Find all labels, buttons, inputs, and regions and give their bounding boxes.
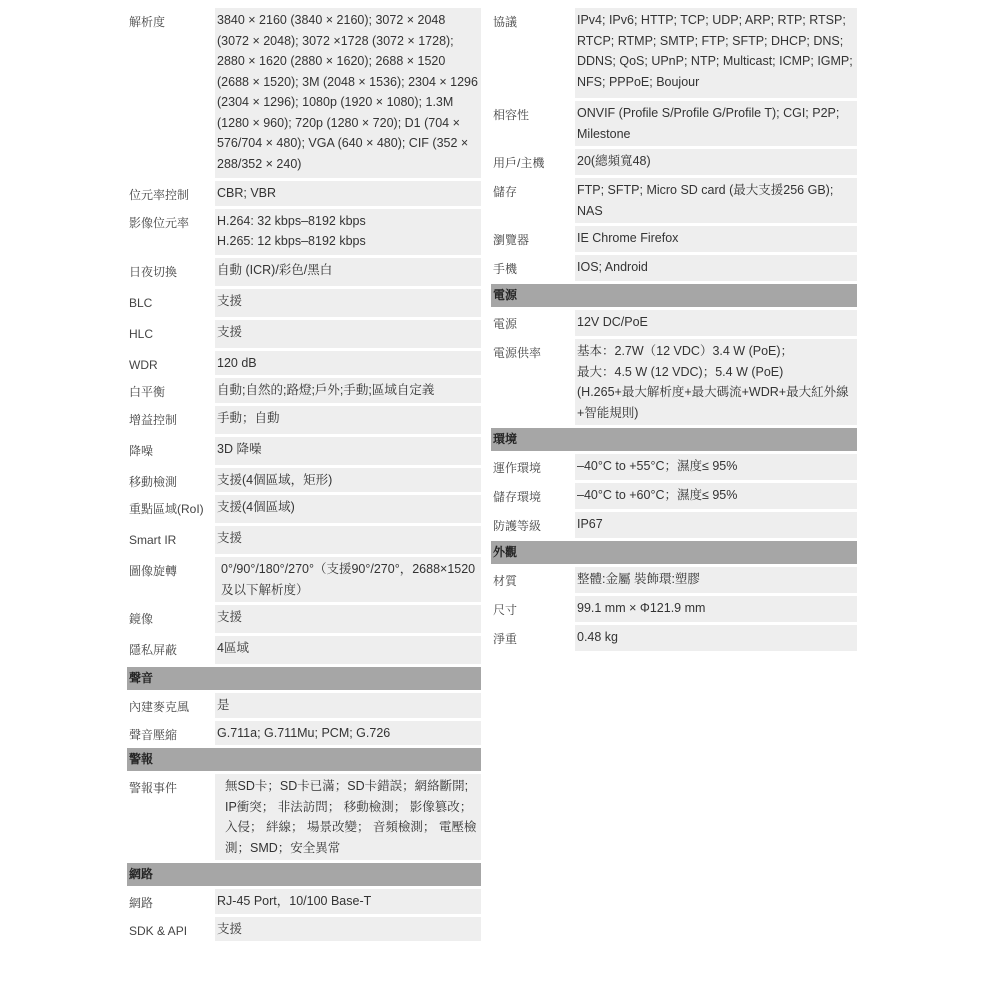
spec-row — [127, 526, 481, 554]
spec-row — [491, 454, 857, 480]
spec-value: 手動；自動 — [215, 406, 481, 434]
spec-value: 支援 — [215, 526, 481, 554]
spec-row — [127, 721, 481, 746]
spec-label: 移動檢測 — [127, 468, 215, 493]
spec-value: –40°C to +55°C；濕度≤ 95% — [575, 454, 857, 480]
spec-value: 整體:金屬 裝飾環:塑膠 — [575, 567, 857, 593]
spec-label: 日夜切換 — [127, 258, 215, 286]
spec-value: 支援 — [215, 605, 481, 633]
spec-label: 影像位元率 — [127, 209, 215, 255]
spec-row — [491, 625, 857, 651]
spec-label: SDK & API — [127, 917, 215, 942]
spec-row — [491, 596, 857, 622]
spec-label: 白平衡 — [127, 378, 215, 403]
spec-value: 20(總頻寬48) — [575, 149, 857, 175]
spec-value: FTP; SFTP; Micro SD card (最大支援256 GB); NAS — [575, 178, 857, 223]
spec-value: IOS; Android — [575, 255, 857, 281]
spec-row — [127, 557, 481, 602]
spec-value: RJ-45 Port，10/100 Base-T — [215, 889, 481, 914]
spec-label: 降噪 — [127, 437, 215, 465]
section-header: 電源 — [491, 284, 857, 307]
spec-value: ONVIF (Profile S/Profile G/Profile T); CGI; P2P; Milestone — [575, 101, 857, 146]
spec-label: 位元率控制 — [127, 181, 215, 206]
spec-row — [127, 289, 481, 317]
spec-label: 隱私屏蔽 — [127, 636, 215, 664]
spec-row — [491, 483, 857, 509]
spec-value: G.711a; G.711Mu; PCM; G.726 — [215, 721, 481, 746]
spec-label: 重點區域(RoI) — [127, 495, 215, 523]
spec-row — [491, 226, 857, 252]
spec-row — [491, 149, 857, 175]
spec-value: 是 — [215, 693, 481, 718]
spec-value: 3840 × 2160 (3840 × 2160); 3072 × 2048 (3072 × 2048); 3072 ×1728 (3072 × 1728); 2880 × 1620 (2880 × 1620); 2688 × 1520 (2688 × 1520); 3M (2048 × 1536); 2304 × 1296 (2304 × 1296); 1080p (1920 × 1080); 1.3M (1280 × 960); 720p (1280 × 720); D1 (704 × 576/704 × 480); VGA (640 × 480); CIF (352 × 288/352 × 240) — [215, 8, 481, 178]
spec-label: 淨重 — [491, 625, 575, 651]
spec-label: 內建麥克風 — [127, 693, 215, 718]
spec-row — [127, 258, 481, 286]
spec-label: 防護等級 — [491, 512, 575, 538]
spec-row — [127, 320, 481, 348]
spec-row — [491, 310, 857, 336]
spec-label: 運作環境 — [491, 454, 575, 480]
spec-label: 圖像旋轉 — [127, 557, 215, 602]
section-header: 網路 — [127, 863, 481, 886]
spec-label: 手機 — [491, 255, 575, 281]
spec-label: 儲存環境 — [491, 483, 575, 509]
section-header: 環境 — [491, 428, 857, 451]
spec-row — [127, 378, 481, 403]
spec-value: 支援 — [215, 289, 481, 317]
spec-table-right — [491, 8, 857, 654]
spec-table-left — [127, 8, 481, 944]
spec-label: HLC — [127, 320, 215, 348]
spec-value: 支援(4個區域，矩形) — [215, 468, 481, 493]
spec-label: 尺寸 — [491, 596, 575, 622]
spec-label: 鏡像 — [127, 605, 215, 633]
spec-value: CBR; VBR — [215, 181, 481, 206]
spec-value: 支援 — [215, 917, 481, 942]
spec-row — [127, 351, 481, 376]
spec-label: 用戶/主機 — [491, 149, 575, 175]
spec-value: H.264: 32 kbps–8192 kbps H.265: 12 kbps–8192 kbps — [215, 209, 481, 255]
spec-value: IE Chrome Firefox — [575, 226, 857, 252]
spec-label: 網路 — [127, 889, 215, 914]
spec-row — [127, 8, 481, 178]
section-header: 警報 — [127, 748, 481, 771]
spec-value: 基本：2.7W（12 VDC）3.4 W (PoE)； 最大：4.5 W (12 VDC)；5.4 W (PoE) (H.265+最大解析度+最大碼流+WDR+最大紅外線+智能規則) — [575, 339, 857, 425]
section-header: 外觀 — [491, 541, 857, 564]
spec-value: 無SD卡；SD卡已滿；SD卡錯誤；網絡斷開; IP衝突； 非法訪問； 移動檢測； 影像篡改； 入侵； 絆線； 場景改變； 音頻檢測； 電壓檢測；SMD；安全異常 — [215, 774, 481, 860]
spec-value: 0.48 kg — [575, 625, 857, 651]
spec-label: 警報事件 — [127, 774, 215, 860]
spec-label: 瀏覽器 — [491, 226, 575, 252]
spec-value: 3D 降噪 — [215, 437, 481, 465]
spec-value: 支援(4個區域) — [215, 495, 481, 523]
spec-row — [127, 889, 481, 914]
spec-row — [127, 636, 481, 664]
spec-label: 增益控制 — [127, 406, 215, 434]
spec-row — [491, 255, 857, 281]
spec-row — [127, 406, 481, 434]
spec-row — [127, 181, 481, 206]
spec-row — [491, 101, 857, 146]
spec-label: 聲音壓縮 — [127, 721, 215, 746]
spec-row — [127, 774, 481, 860]
spec-row — [491, 567, 857, 593]
spec-label: WDR — [127, 351, 215, 376]
spec-row — [491, 512, 857, 538]
spec-value: 99.1 mm × Φ121.9 mm — [575, 596, 857, 622]
spec-label: 材質 — [491, 567, 575, 593]
section-header: 聲音 — [127, 667, 481, 690]
spec-label: 電源 — [491, 310, 575, 336]
spec-value: –40°C to +60°C；濕度≤ 95% — [575, 483, 857, 509]
spec-label: 相容性 — [491, 101, 575, 146]
spec-row — [127, 468, 481, 493]
spec-value: IP67 — [575, 512, 857, 538]
spec-row — [491, 339, 857, 425]
spec-value: 12V DC/PoE — [575, 310, 857, 336]
spec-label: 儲存 — [491, 178, 575, 223]
spec-value: 自動 (ICR)/彩色/黑白 — [215, 258, 481, 286]
spec-value: 支援 — [215, 320, 481, 348]
spec-label: BLC — [127, 289, 215, 317]
spec-value: 4區域 — [215, 636, 481, 664]
spec-label: 協議 — [491, 8, 575, 98]
spec-label: 解析度 — [127, 8, 215, 178]
spec-value: 自動;自然的;路燈;戶外;手動;區域自定義 — [215, 378, 481, 403]
spec-label: 電源供率 — [491, 339, 575, 425]
spec-value: 0°/90°/180°/270°（支援90°/270°，2688×1520及以下解析度） — [215, 557, 481, 602]
spec-row — [491, 178, 857, 223]
spec-row — [127, 437, 481, 465]
spec-label: Smart IR — [127, 526, 215, 554]
spec-row — [127, 605, 481, 633]
spec-row — [491, 8, 857, 98]
spec-row — [127, 917, 481, 942]
spec-row — [127, 495, 481, 523]
spec-row — [127, 693, 481, 718]
spec-value: IPv4; IPv6; HTTP; TCP; UDP; ARP; RTP; RTSP; RTCP; RTMP; SMTP; FTP; SFTP; DHCP; DNS; DDNS; QoS; UPnP; NTP; Multicast; ICMP; IGMP; NFS; PPPoE; Boujour — [575, 8, 857, 98]
spec-value: 120 dB — [215, 351, 481, 376]
spec-row — [127, 209, 481, 255]
